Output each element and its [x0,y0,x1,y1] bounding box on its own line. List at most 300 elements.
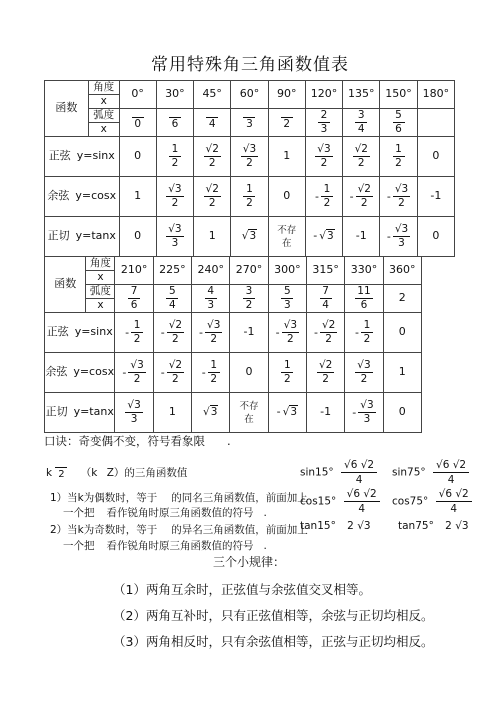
value-text: 1 [134,189,142,203]
value-cell [268,217,305,257]
value-cell [383,353,421,393]
radian-cell [194,109,231,137]
radian-header [88,109,119,137]
numerator: 7 [128,286,140,299]
radical-sign: √ [241,230,249,243]
denominator: 2 [323,197,331,209]
value-cell [343,217,380,257]
function-name: 正弦 [48,149,71,163]
denominator: 6 [360,299,368,311]
denominator: 3 [320,123,328,135]
numerator: 1 [281,360,293,373]
function-expression: y=sinx [74,325,113,339]
numerator: 1 [169,144,181,157]
radicand: 3 [326,230,334,243]
undefined-line-2: 在 [281,237,292,249]
function-header: 函数 [45,81,89,137]
fraction [361,320,373,345]
undefined-line-2: 在 [244,413,254,425]
degree-cell: 360° [383,257,421,285]
function-name: 余弦 [45,365,68,379]
value-cell [156,137,193,177]
numerator: √3 [168,223,182,235]
angle-var: x [100,95,107,107]
square-root [319,230,334,242]
trig-table-first-half [44,80,455,257]
value-cell [305,177,342,217]
degree-cell: 270° [230,257,268,285]
value-text: -1 [320,405,332,419]
denominator: 3 [283,299,291,311]
radian-fraction [243,116,255,130]
numerator: √3 [357,359,371,371]
value-cell [115,313,153,353]
formula-sin75: sin75° $\frac{√6 √2}{4}$ [392,459,469,486]
radian-fraction [320,286,332,311]
denominator: 2 [360,197,368,209]
formula-cos75: cos75° $\frac{√6 √2}{4}$ [392,488,472,515]
denominator: 2 [208,197,216,209]
radian-label: 弧度 [86,285,114,299]
value-cell [230,353,268,393]
value-cell [119,217,156,257]
radian-fraction [206,116,218,130]
value-cell [383,313,421,353]
minus-sign: - [160,365,165,379]
value-text: 1 [398,365,406,379]
radian-fraction [355,110,367,135]
denominator: 4 [322,299,329,311]
note-1-line-2: 一个把 看作锐角时原三角函数值的符号 . [63,507,267,519]
denominator: 2 [210,373,218,385]
function-name: 正切 [47,229,70,243]
value-cell [192,393,230,433]
formula-cos15: cos15° $\frac{√6 √2}{4}$ [300,488,380,515]
function-expression: y=sinx [76,149,115,163]
radicand: 3 [249,230,257,243]
fraction [166,224,183,249]
value-text: 1 [168,405,176,419]
degree-cell: 150° [380,81,417,109]
numerator: 5 [281,286,293,299]
fraction [320,320,337,345]
radian-text: 2 [398,291,406,305]
denominator: 4 [208,117,216,130]
fraction [204,184,221,209]
value-cell [231,137,268,177]
fraction [208,360,220,385]
denominator: 3 [171,237,179,249]
radian-cell [192,285,230,313]
value-cell [194,217,231,257]
function-expression: y=tanx [73,405,114,419]
numerator: 2 [318,110,330,123]
value-cell [192,313,230,353]
numerator: √3 [317,143,331,155]
value-cell [156,177,193,217]
value-text: 0 [432,229,440,243]
denominator: 3 [398,237,405,249]
rule-1: （1）两角互余时，正弦值与余弦值交叉相等。 [113,582,371,597]
denominator: 2 [325,333,332,345]
minus-sign: - [122,365,127,379]
radian-cell [383,285,421,313]
radian-fraction [355,286,372,311]
fraction [241,144,258,169]
radian-cell [156,109,193,137]
minus-sign: - [125,325,130,339]
rules-title: 三个小规律： [213,555,286,569]
value-text: 1 [208,229,216,243]
value-cell [119,137,156,177]
value-text: 0 [283,189,291,203]
radian-cell [230,285,268,313]
numerator: 1 [361,320,373,333]
radian-cell [305,109,342,137]
fraction [166,184,183,209]
value-cell [343,137,380,177]
value-cell [380,137,417,177]
denominator: 2 [171,197,179,209]
fraction [315,144,332,169]
fraction [281,360,293,385]
degree-cell: 300° [268,257,306,285]
degree-cell: 120° [305,81,342,109]
angle-header [86,257,115,285]
value-cell [306,393,344,433]
minus-sign: - [354,325,359,339]
value-cell [380,177,417,217]
value-text: 0 [398,405,406,419]
numerator: 1 [321,184,333,197]
minus-sign: - [349,189,354,203]
square-root [203,406,218,418]
function-row-label [45,137,120,177]
fraction [356,184,373,209]
numerator: √2 [205,143,219,155]
denominator: 2 [398,197,405,209]
fraction [204,144,221,169]
radian-cell [268,285,306,313]
numerator: √2 [205,183,219,195]
value-cell [305,217,342,257]
formula-tan15: tan15° 2 √3 [300,520,371,532]
value-cell [268,353,306,393]
fraction [393,224,410,249]
denominator: 4 [357,123,365,135]
radian-fraction [166,286,178,311]
value-cell [380,217,417,257]
value-cell [192,353,230,393]
radian-cell [115,285,153,313]
page-title: 常用特殊角三角函数值表 [151,55,349,75]
square-root [242,230,257,242]
numerator: 7 [320,286,332,299]
denominator: 3 [246,117,253,130]
degree-cell: 45° [194,81,231,109]
numerator: 1 [131,320,143,333]
function-row-label [45,177,120,217]
rule-3: （3）两角相反时，只有余弦值相等，正弦与正切均相反。 [113,634,434,649]
value-cell [231,177,268,217]
function-name: 正切 [45,405,68,419]
value-cell [268,393,306,433]
fraction [321,184,333,209]
fraction [167,320,184,345]
value-cell [230,393,268,433]
denominator: 2 [363,333,371,345]
denominator: 2 [283,117,291,130]
value-cell [194,177,231,217]
denominator: 2 [245,299,253,311]
function-expression: y=cosx [75,189,117,203]
value-cell [268,177,305,217]
value-cell [153,393,191,433]
function-name: 正弦 [46,325,69,339]
numerator: 1 [393,144,405,157]
fraction [393,144,405,169]
numerator: √3 [207,319,221,331]
denominator: 2 [172,373,179,385]
value-cell [115,353,153,393]
value-cell [231,217,268,257]
denominator: 2 [395,157,402,169]
fraction [205,320,222,345]
denominator: 2 [171,157,179,169]
function-row-label [45,217,120,257]
numerator: √2 [168,319,183,331]
numerator: 1 [208,360,220,373]
radian-fraction [281,116,293,130]
minus-sign: - [275,325,280,339]
denominator: 3 [363,413,371,425]
value-cell [383,393,421,433]
minus-sign: - [386,229,391,243]
value-text: -1 [243,325,255,339]
function-name: 余弦 [47,189,70,203]
radian-header [86,285,115,313]
value-cell [306,353,344,393]
numerator: √3 [360,399,374,411]
function-header: 函数 [45,257,86,313]
function-row-label [45,353,115,393]
fraction [243,184,255,209]
value-cell [115,393,153,433]
radian-fraction [243,286,255,311]
radian-var: x [100,123,107,135]
minus-sign: - [315,189,319,203]
undefined-value [240,401,259,425]
radical-sign: √ [203,406,210,419]
numerator: √3 [283,319,297,331]
fraction [353,144,370,169]
denominator: 2 [322,373,329,385]
k-line: k 2 （k Z）的三角函数值 [46,467,188,480]
denominator: 2 [283,373,291,385]
numerator: √2 [318,359,333,371]
value-text: 0 [432,149,440,163]
degree-cell: 330° [345,257,383,285]
numerator: √3 [394,183,409,195]
radian-fraction [169,116,181,130]
angle-var: x [97,271,104,283]
numerator: 3 [355,110,367,123]
value-cell [343,177,380,217]
angle-header [88,81,119,109]
radian-cell [153,285,191,313]
denominator: 6 [130,299,138,311]
minus-sign: - [160,325,165,339]
function-row-label [45,313,115,353]
value-cell [345,313,383,353]
function-expression: y=cosx [73,365,115,379]
numerator: 3 [243,286,255,299]
value-cell [306,313,344,353]
radicand: 3 [210,406,218,419]
radian-cell [345,285,383,313]
undefined-value [277,225,296,249]
fraction [317,360,334,385]
degree-cell: 210° [115,257,153,285]
numerator: √2 [357,183,371,195]
denominator: 0 [134,117,141,130]
fraction [393,184,410,209]
radian-fraction [318,110,330,135]
value-text: 0 [245,365,253,379]
value-cell [305,137,342,177]
degree-cell: 240° [192,257,230,285]
value-text: 1 [283,149,291,163]
degree-cell: 90° [268,81,305,109]
value-cell [417,177,454,217]
note-2-line-1: 2）当k为奇数时，等于 的异名三角函数值，前面加上 [50,524,308,536]
value-text: 0 [134,229,142,243]
value-cell [153,353,191,393]
minus-sign: - [201,365,206,379]
radian-cell [306,285,344,313]
formula-sin15: sin15° $\frac{√6 √2}{4}$ [300,459,377,486]
value-cell [345,393,383,433]
numerator: 5 [393,110,405,123]
value-text: 0 [398,325,406,339]
numerator: √3 [168,183,182,195]
fraction [167,360,184,385]
radian-fraction [132,116,144,130]
degree-cell: 315° [306,257,344,285]
value-text: -1 [430,189,442,203]
radian-cell [343,109,380,137]
function-row-label [45,393,115,433]
fraction [355,360,372,385]
undefined-line-1: 不存 [239,400,259,412]
mnemonic: 口诀：奇变偶不变，符号看象限 . [44,434,231,448]
minus-sign: - [313,229,318,243]
radian-cell [380,109,417,137]
denominator: 2 [133,333,141,345]
denominator: 2 [286,333,294,345]
numerator: √3 [130,359,144,371]
radian-label: 弧度 [89,109,119,123]
radicand: 3 [290,406,298,419]
formula-tan75: tan75° 2 √3 [398,520,469,532]
numerator: 4 [205,286,217,299]
fraction [128,360,145,385]
radian-cell [268,109,305,137]
radical-sign: √ [319,230,326,243]
denominator: 2 [320,157,328,169]
degree-cell: 30° [156,81,193,109]
fraction [169,144,181,169]
radical-sign: √ [282,406,290,419]
numerator: 1 [243,184,255,197]
degree-cell: 0° [119,81,156,109]
fraction [125,400,142,425]
minus-sign: - [313,325,318,339]
degree-cell: 225° [153,257,191,285]
numerator: 11 [357,285,371,297]
value-cell [417,217,454,257]
denominator: 4 [169,299,176,311]
radian-fraction [128,286,140,311]
value-cell [153,313,191,353]
denominator: 3 [207,299,215,311]
denominator: 6 [395,123,402,135]
value-cell [268,313,306,353]
value-cell [345,353,383,393]
radian-fraction [205,286,217,311]
degree-cell: 135° [343,81,380,109]
fraction [282,320,299,345]
denominator: 2 [246,157,253,169]
numerator: √3 [127,399,141,411]
value-cell [194,137,231,177]
trig-table-second-half [44,256,422,433]
denominator: 2 [133,373,141,385]
radian-cell [119,109,156,137]
angle-label: 角度 [89,81,119,95]
numerator: √2 [168,359,183,371]
radian-cell [231,109,268,137]
denominator: 2 [208,157,216,169]
value-cell [156,217,193,257]
note-1-line-1: 1）当k为偶数时，等于 的同名三角函数值，前面加上 [50,492,308,504]
value-cell [230,313,268,353]
denominator: 6 [171,117,179,130]
denominator: 2 [360,373,368,385]
denominator: 2 [246,197,253,209]
denominator: 3 [130,413,138,425]
radian-cell [417,109,454,137]
numerator: √3 [394,223,409,235]
undefined-line-1: 不存 [277,224,297,236]
denominator: 2 [357,157,365,169]
radian-fraction [393,110,405,135]
fraction [131,320,143,345]
value-cell [268,137,305,177]
degree-cell: 180° [417,81,454,109]
value-text: -1 [355,229,367,243]
numerator: √3 [242,143,257,155]
numerator: 5 [166,286,178,299]
fraction [358,400,375,425]
minus-sign: - [352,405,357,419]
function-expression: y=tanx [75,229,116,243]
denominator: 2 [210,333,218,345]
degree-cell: 60° [231,81,268,109]
value-cell [417,137,454,177]
denominator: 2 [172,333,179,345]
radian-var: x [97,299,104,311]
